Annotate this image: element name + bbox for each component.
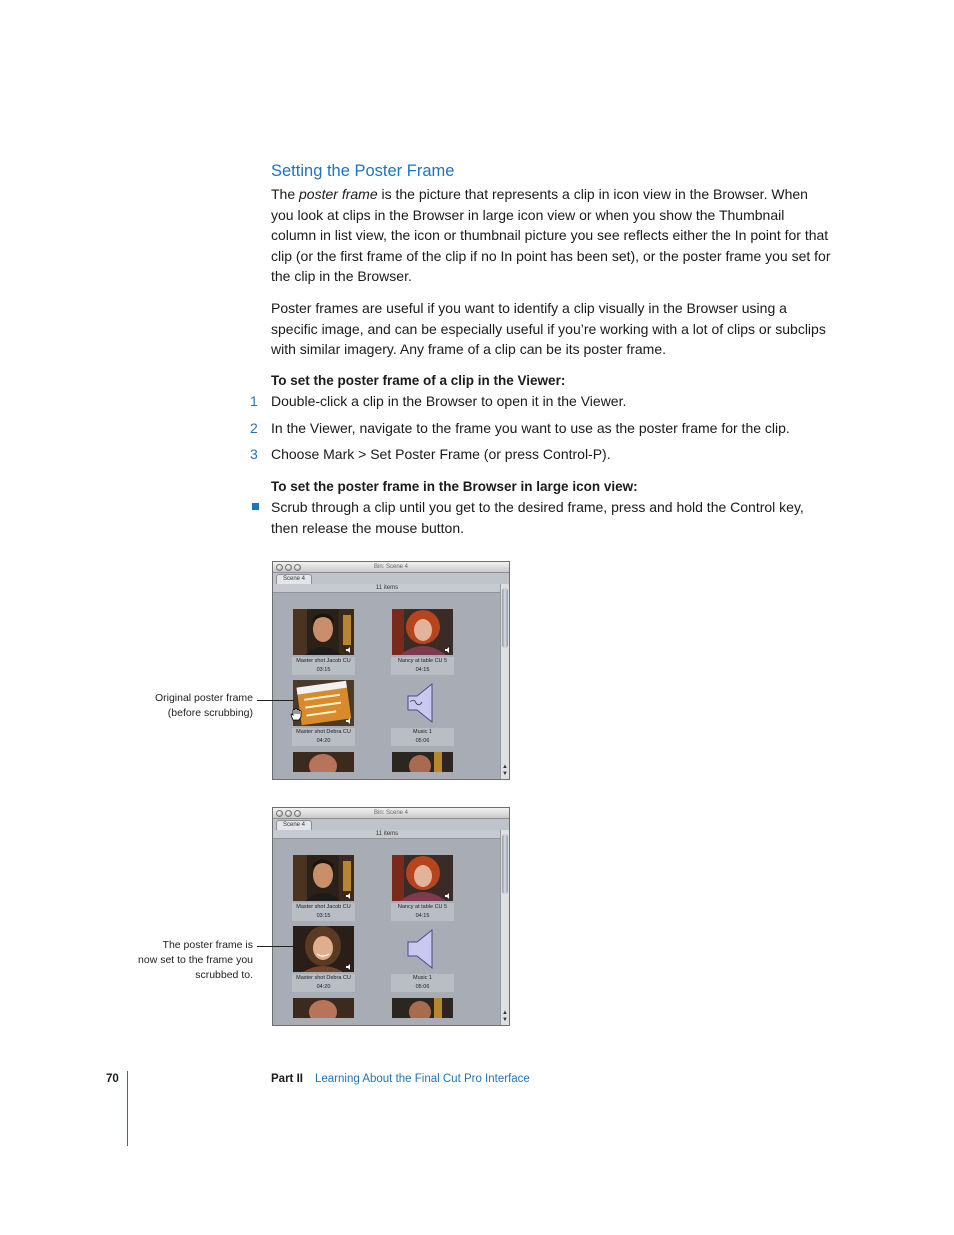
tab-bar	[273, 819, 509, 830]
item-count: 11 items	[273, 830, 501, 839]
clip-thumbnail	[293, 609, 354, 655]
clip-duration: 04:20	[316, 737, 331, 744]
window-titlebar	[273, 808, 509, 819]
audio-speaker-icon	[346, 647, 352, 653]
clip-thumbnail	[392, 609, 453, 655]
scroll-down-arrow-icon[interactable]: ▼	[502, 771, 508, 777]
clip-thumbnail	[392, 855, 453, 901]
audio-speaker-icon	[346, 718, 352, 724]
bin-window-before	[272, 561, 510, 780]
clip-duration: 03:15	[316, 912, 331, 919]
clip-name: Music 1	[413, 729, 432, 735]
clip-thumbnail	[293, 926, 354, 972]
window-title: Bin: Scene 4	[373, 564, 409, 570]
clip-name: Master shot Jacob CU	[296, 904, 351, 910]
tab-scene-4[interactable]: Scene 4	[276, 820, 312, 830]
clip-duration: 05:06	[415, 983, 430, 990]
callout-line: scrubbed to.	[195, 969, 253, 981]
clip-thumbnail	[392, 998, 453, 1018]
usage-paragraph: Poster frames are useful if you want to identify a clip visually in the Browser using a specific image, and can be especially useful if you’re working with a lot of clips or subclips with similar imagery. Any frame of a clip can be its poster frame.	[271, 300, 826, 357]
clip-caption	[391, 903, 454, 921]
scrub-hand-cursor-icon	[290, 708, 302, 721]
tab-bar	[273, 573, 509, 584]
scroll-down-arrow-icon[interactable]: ▼	[502, 1017, 508, 1023]
clip-caption	[292, 974, 355, 992]
clip-duration: 04:15	[415, 666, 430, 673]
vertical-scrollbar[interactable]	[500, 830, 509, 1025]
clip-name: Master shot Debra CU	[296, 729, 351, 735]
clip-thumbnail	[293, 752, 354, 772]
footer-part-label: Part II	[271, 1073, 303, 1085]
clip-duration: 04:20	[316, 983, 331, 990]
audio-speaker-icon	[346, 893, 352, 899]
clip-caption	[292, 657, 355, 675]
footer-chapter-title: Learning About the Final Cut Pro Interface	[315, 1073, 530, 1085]
clip-thumbnail	[392, 752, 453, 772]
clip-caption	[391, 728, 454, 746]
intro-paragraph	[271, 184, 831, 287]
callout-line: now set to the frame you	[138, 954, 253, 966]
task-heading-viewer: To set the poster frame of a clip in the Viewer:	[271, 373, 566, 388]
window-titlebar	[273, 562, 509, 573]
step-text: Double-click a clip in the Browser to open it in the Viewer.	[271, 393, 627, 409]
bin-window-after	[272, 807, 510, 1026]
step-number: 1	[250, 393, 258, 409]
clip-name: Nancy at table CU 5	[397, 658, 448, 664]
step-text: Choose Mark > Set Poster Frame (or press Control-P).	[271, 446, 611, 462]
speaker-icon	[392, 680, 453, 726]
item-count: 11 items	[273, 584, 501, 593]
callout-original-poster-frame	[120, 691, 253, 721]
clip-duration: 03:15	[316, 666, 331, 673]
bullet-icon	[252, 503, 259, 510]
audio-speaker-icon	[445, 647, 451, 653]
step-text: In the Viewer, navigate to the frame you want to use as the poster frame for the clip.	[271, 420, 790, 436]
callout-line: Original poster frame	[154, 692, 253, 704]
scroll-up-arrow-icon[interactable]: ▲	[502, 1010, 508, 1016]
vertical-scrollbar[interactable]	[500, 584, 509, 779]
scroll-up-arrow-icon[interactable]: ▲	[502, 764, 508, 770]
callout-leader-line	[257, 946, 293, 947]
footer-divider	[127, 1071, 128, 1146]
clip-thumbnail	[293, 855, 354, 901]
callout-new-poster-frame	[100, 938, 253, 983]
para1-after: is the picture that represents a clip in icon view in the Browser. When you look at clips in the Browser in large icon view or when you show the Thumbnail column in list view, the icon or thumbnail picture you see reflects either the In point for that clip (or the first frame of the clip if no In point has been set), or the poster frame you set for the clip in the Browser.	[271, 186, 831, 284]
speaker-icon	[392, 926, 453, 972]
clip-caption	[391, 974, 454, 992]
clip-name: Master shot Debra CU	[296, 975, 351, 981]
clip-name: Master shot Jacob CU	[296, 658, 351, 664]
clip-thumbnail	[293, 998, 354, 1018]
audio-clip-icon-frame	[392, 926, 453, 972]
clip-caption	[292, 903, 355, 921]
clip-caption	[391, 657, 454, 675]
clip-thumbnail	[293, 680, 354, 726]
section-heading: Setting the Poster Frame	[271, 162, 455, 180]
step-number: 3	[250, 446, 258, 462]
task-heading-browser: To set the poster frame in the Browser in large icon view:	[271, 479, 638, 494]
callout-line: The poster frame is	[162, 939, 253, 951]
term-poster-frame: poster frame	[299, 186, 378, 202]
clip-caption	[292, 728, 355, 746]
clip-name: Music 1	[413, 975, 432, 981]
scroll-thumb[interactable]	[502, 834, 508, 894]
para1-before: The	[271, 186, 300, 202]
clip-duration: 04:15	[415, 912, 430, 919]
window-title: Bin: Scene 4	[373, 810, 409, 816]
scroll-thumb[interactable]	[502, 588, 508, 648]
audio-speaker-icon	[346, 964, 352, 970]
callout-leader-line	[257, 700, 294, 701]
bullet-text: Scrub through a clip until you get to the desired frame, press and hold the Control key, then release the mouse button.	[271, 499, 804, 536]
audio-speaker-icon	[445, 893, 451, 899]
tab-scene-4[interactable]: Scene 4	[276, 574, 312, 584]
step-number: 2	[250, 420, 258, 436]
clip-duration: 05:06	[415, 737, 430, 744]
callout-line: (before scrubbing)	[167, 707, 253, 719]
page-number: 70	[106, 1073, 119, 1085]
clip-name: Nancy at table CU 5	[397, 904, 448, 910]
audio-clip-icon-frame	[392, 680, 453, 726]
